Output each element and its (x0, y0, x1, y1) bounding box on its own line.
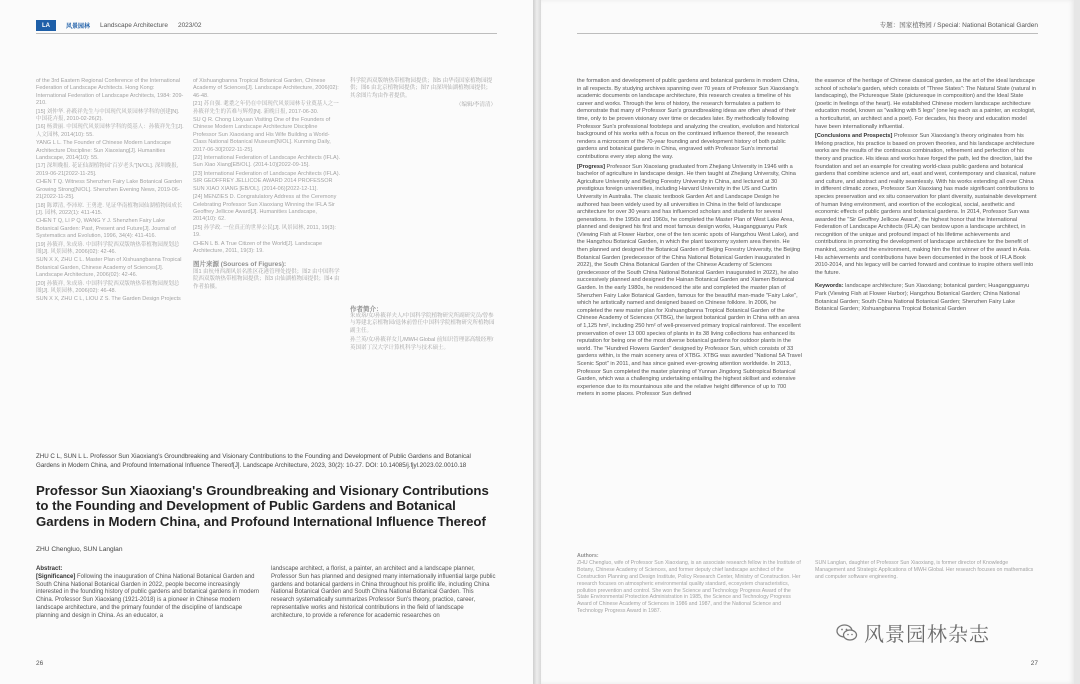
reference-item: CHEN L B. A True Citizen of the World[J]. Landscape Architecture, 2011, 19(3): 19. (193, 240, 323, 254)
left-header (36, 20, 201, 31)
reference-item: [22] International Federation of Landscape Architects (IFLA). Sun Xiao Xiang[EB/OL]. (2014-10)[2022-09-15]. (193, 155, 341, 169)
journal-logo: LA (36, 20, 56, 31)
progress-label: [Progress] (577, 163, 605, 170)
references-column-3 (350, 78, 496, 354)
reference-item: SUN X X, ZHU C L. Master Plan of Xishuangbanna Tropical Botanical Garden, Chinese Academy of Sciences[J]. Landscape Architecture, 2006(02): 42-46. (36, 257, 182, 279)
references-column-2 (193, 78, 341, 293)
reference-item: CHEN T Q, LI P Q, WANG Y J. Shenzhen Fairy Lake Botanical Garden: Past, Present and Future[J]. Journal of Systematics and Evolution, 1996, 34(4): 411-416. (36, 218, 176, 240)
author-bio-column-2 (815, 560, 1039, 583)
header-rule (577, 33, 1038, 34)
reference-item: [23] International Federation of Landscape Architects (IFLA). SIR GEOFFREY JELLICOE AWARD 2014 PROFESSOR SUN XIAO XIANG [EB/OL]. (2014-06)[2022-12-11]. (193, 170, 341, 192)
page-number-right: 27 (1030, 660, 1038, 667)
abstract-text-continued: landscape architect, a florist, a painter, an architect and a landscape planner, Professor Sun has planned and designed many internationally influential large public gardens and botanical gardens in China throughout his prolific life, including China National Botanical Garden and South China National Botanical Garden. This research systematically summarizes Professor Sun's theory, practice, career, representative works and historical contributions in the field of landscape architecture, to provide a reference for academic researches on (271, 566, 496, 619)
reference-item: of the 3rd Eastern Regional Conference of the International Federation of Landscape Architects. Hong Kong: International Federation of Landscape Architects, 1984: 209-210. (36, 78, 184, 107)
author-intro-item: 朱成珞/女/孙筱祥夫人/中国科学院植物研究所副研究员/曾参与筹建北京植物园/退休前曾任中国科学院植物研究所植物园副主任。 (350, 313, 495, 334)
watermark-text: 风景园林杂志 (864, 622, 990, 646)
section-title: 专题：国家植物园 / Special: National Botanical Garden (879, 22, 1038, 29)
author-bio: SUN Langlan, daughter of Professor Sun Xiaoxiang, is former director of Knowledge Management and Strategic Applications of MWH Global. Her research focuses on mathematics and computer software engineering. (815, 560, 1034, 580)
reference-item: [19] 孙筱祥, 朱成珞. 中国科学院西双版纳热带植物园规划总图[J]. 风景园林, 2006(02): 42-46. (36, 241, 180, 255)
authors-heading: Authors: (577, 553, 599, 559)
wechat-icon (836, 623, 858, 643)
article-authors: ZHU Chengluo, SUN Langlan (36, 546, 123, 553)
body-column-1 (577, 78, 802, 401)
abstract-column-2 (271, 566, 496, 623)
issue-number: 2023/02 (177, 22, 202, 29)
abstract-column-1 (36, 566, 261, 623)
reference-item: [25] 孙学政. 一位真正的世界公民[J]. 风景园林, 2011, 19(3): 19. (193, 224, 336, 239)
journal-brand: 风景园林 (66, 24, 91, 30)
body-paragraph: the essence of the heritage of Chinese classical garden, as the art of the ideal landscape school of scholar's garden, which consists of "Three States": The Natural State (natural in landscaping), the Picturesque State (picturesque in composition) and the Ideal State (poetic in feelings of the heart). He established Chinese modern landscape architecture education model, known as "walking with 5 legs" (one leg each as a painter, an ecologist, a horticulturist, an architect and a poet). For decades, his theory and education model have been internationally influential. (815, 78, 1037, 130)
reference-item: [20] 孙筱祥, 朱成珞. 中国科学院西双版纳热带植物园规划总图[J]. 风景园林, 2006(02): 46-48. (36, 280, 180, 294)
figure-sources-continued: 科学院西双版纳热带植物园提供；图5 由华南国家植物园提供；图6 由北京植物园提供；图7 由深圳仙湖植物园提供；其余图片均由作者提供。 (350, 78, 493, 99)
wechat-watermark (836, 618, 990, 647)
right-header (880, 20, 1038, 29)
conclusions-text: Professor Sun Xiaoxiang's theory originates from his lifelong practice, his practice is based on proven theories, and his landscape architecture works are the results of the continuous combination, refinement and perfection of his theory and practice. His ideas and works have forged the path, led the direction, laid the foundation and set an example for creating world-class public gardens and botanical gardens that combine science and art, east and west, contemporary and classical, nature and culture, and abstract and reality seamlessly. With his works extending all over China in different climatic zones, Professor Sun Xiaoxiang has made significant contributions to species preservation and ex situ conservation for plant diversity, sustainable development of human living environment, and exertion of the ecological, social, aesthetic and economic effects of public gardens and botanical gardens. In 2014, Professor Sun was awarded the "Sir Geoffrey Jellicoe Award", the highest honor that the International Federation of Landscape Architects (IFLA) can bestow upon a landscape architect, in recognition of the unique and profound impact of his lifetime achievements and contributions in promoting the development of landscape architecture for the benefit of mankind, society and the environment, making him the first winner of the award in Asia. His achievements and contributions have been documented in the book of IFLA Book 2010-2014, and his legacy will be carried forward and continue to inspire others well into the future. (815, 133, 1037, 276)
body-column-2 (815, 78, 1039, 316)
editor-note: （编辑/李清清） (455, 102, 496, 109)
article-title: Professor Sun Xiaoxiang's Groundbreaking and Visionary Contributions to the Founding and Development of Public Gardens and Botanical Gardens in Modern China, and Profound International Influence Thereof (36, 483, 489, 529)
reference-item: SU Q R. Chong Lixiyuan Visiting One of the Founders of Chinese Modern Landscape Architecture Discipline Professor Sun Xiaoxiang and His Wife Building a World-Class National Botanical Museum[N/OL]. Kunming Daily, 2017-06-30[2022-11-25]. (193, 117, 331, 153)
spine-gutter (533, 0, 541, 684)
reference-item: [18] 陈谭清, 李沛琼. 王勇进. 见证华南植物园仙湖植物园成长[J]. 园林, 2022(1): 411-415. (36, 202, 183, 216)
body-paragraph: the formation and development of public gardens and botanical gardens in modern China, in all respects. By studying archives spanning over 70 years of Professor Sun Xiaoxiang's academic documents on landscape architecture, this research creates a timeline of his career and works. Through the lens of history, the research formulates a pattern to demonstrate that many of Professor Sun's groundbreaking ideas are often ahead of their time, only to be proven visionary over time or decades later. By methodically following Professor Sun's professional footsteps and analyzing the creation, evolution and historical background of his works with a focus on the continued influence thereof, the research renders a microcosm of the 70-year founding and development history of both public gardens and botanical gardens in China, engraved with Professor Sun's immortal contributions every step along the way. (577, 78, 800, 160)
reference-item: [21] 苏自强. 耄耋之年仍在中国现代风景园林专业奠基人之一孙筱祥先生的苦难与辉煌[N]. 新晚日报, 2017-06-30. (193, 101, 339, 115)
header-rule (36, 33, 497, 34)
keywords-text: landscape architecture; Sun Xiaoxiang; botanical garden; Huagangguanyu Park (Viewing Fish at Flower Harbor); Hangzhou Botanical Garden; China National Botanical Garden; South China National Botanical Garden; Shenzhen Fairy Lake Botanical Garden; Xishuangbanna Tropical Botanical Garden (815, 283, 1030, 313)
author-intro-heading: 作者简介： (350, 305, 383, 313)
abstract-heading: Abstract: (36, 566, 63, 572)
reference-item: of Xishuangbanna Tropical Botanical Garden, Chinese Academy of Sciences[J]. Landscape Architecture, 2006(02): 46-48. (193, 78, 339, 99)
figure-sources-text: 图1 由杭州西湖风景名胜区花港管理处提供；图2 由中国科学院西双版纳热带植物园提供；图3 由仙湖植物园提供；图4 由作者拍摄。 (193, 268, 340, 290)
citation: ZHU C L, SUN L L. Professor Sun Xiaoxiang's Groundbreaking and Visionary Contributions to the Founding and Development of Public Gardens and Botanical Gardens in Modern China, and Profound International Influence Thereof[J]. Landscape Architecture, 2023, 30(2): 10-27. DOI: 10.14085/j.fjyl.2023.02.0010.18 (36, 453, 471, 469)
significance-label: [Significance] (36, 573, 76, 580)
references-column-1 (36, 78, 184, 305)
journal-name: Landscape Architecture (100, 22, 168, 29)
author-intro-item: 孙兰英/女/孙筱祥女儿/MWH Global 前知识管理部高级经理/英国诺丁汉大学计算机科学与技术硕士。 (350, 337, 494, 351)
reference-item: SUN X X, ZHU C L, LIOU Z S. The Garden Design Projects (36, 296, 181, 303)
left-page (0, 0, 533, 684)
reference-item: CHEN T Q. Witness Shenzhen Fairy Lake Botanical Garden Growing Strong[N/OL]. Shenzhen Evening News, 2019-06-21[2022-11-25]. (36, 179, 183, 201)
keywords-label: Keywords: (815, 283, 844, 290)
figure-sources-heading: 图片来源 (Sources of Figures): (193, 261, 287, 269)
reference-item: [16] 杨赉丽. 中国现代风景园林学科的奠基人：孙筱祥先生[J]. 人文园林, 2014(10): 55. (36, 124, 184, 138)
page-number-left: 26 (36, 660, 44, 667)
conclusions-label: [Conclusions and Prospects] (815, 133, 893, 140)
reference-item: [17] 深圳晚报. 花证仙湖植物园“百岁老头”[N/OL]. 深圳晚报, 2019-06-21[2022-11-25]. (36, 163, 179, 177)
reference-item: YANG L L. The Founder of Chinese Modern Landscape Architecture Discipline: Sun Xiaoxiang[J]. Humanities Landscape, 2014(10): 55. (36, 140, 172, 162)
author-bio: ZHU Chengluo, wife of Professor Sun Xiaoxiang, is an associate research fellow in the Institute of Botany, Chinese Academy of Sciences, and former deputy chief landscape architect of the Construction Planning and Design Institute, Policy Research Center, Ministry of Construction. Her research focuses on atmospheric environmental quality standard, ecosystem characteristics, pollution prevention and control. She won the Science and Technology Progress Award of the State Environmental Protection Administration in 1985, the Science and Technology Progress Award of Chinese Academy of Sciences in 1986 and 1987, and the National Science and Technology Progress Award in 1987. (577, 559, 801, 615)
reference-item: [24] MENZIES D. Congratulatory Address at the Ceremony Celebrating Professor Sun Xiaoxiang Winning the IFLA Sir Geoffrey Jellicoe Award[J]. Humanities Landscape, 2014(10): 62. (193, 194, 337, 223)
progress-text: Professor Sun Xiaoxiang graduated from Zhejiang University in 1946 with a bachelor of agriculture in landscape design. He then taught at Zhejiang University, China Agriculture University and Beijing Forestry University in China, and lectured at 30 prestigious foreign universities, including Harvard University in the US and Curtin University in Australia. The classic textbook Garden Art and Landscape Design he authored has been widely used by all universities in China in the field of landscape architecture for over 30 years and has influenced scholars and students for several generations. In the 1950s and 1960s, he completed the Master Plan of West Lake Area, planned and designed his first and most famous design works, Huagangguanyu Park (Viewing Fish at Flower Harbor, one of the ten scenic spots of Hangzhou West Lake), and the Hangzhou Botanical Garden, in which the plant taxonomy system area therein. He then planned and designed the Botanical Garden of Beijing Forestry University, the Beijing Botanical Garden (predecessor of the China National Botanical Garden inaugurated in 2022), the South China Botanical Garden of the Chinese Academy of Sciences (predecessor of the South China National Botanical Garden inaugurated in 2022), he also successively planned and designed the Hainan Botanical Garden and Xiamen Botanical Garden. In the early 1980s, he residenced the site and completed the master plan of Shenzhen Fairy Lake Botanical Garden, famous for the beautiful man-made "Fairy Lake", which he artistically named and designed based on Chinese folklore. In 2006, he completed the new master plan for Xishuangbanna Tropical Botanical Garden of the Chinese Academy of Sciences (XTBG), the largest botanical garden in China with an area of 1,125 hm², including 250 hm² of well-preserved primary tropical rainforest. The excellent preservation of over 13 000 species of plants in its 38 living collections has enhanced its reputation for being one of the most diverse botanical gardens for outdoor plants in the world. The "Hundred Flowers Garden" designed by Professor Sun, which consists of 33 gardens within, is the main scenery area of XTBG. XTBG was awarded "National 5A Travel Scenic Spot" in 2011, and has since gained ever-growing attention worldwide. In 2013, Professor Sun completed the master planning of Yunnan Jingdong Subtropical Botanical Garden, which was a challenging undertaking entailing the highest skillset and extensive experience due to its mountainous site and the relative height difference of up to 700 meters in some places. Professor Sun defined (577, 163, 802, 398)
author-bio-column-1 (577, 553, 802, 617)
reference-item: [15] 刘仲华. 孙筱祥先生与中国现代风景园林学科的创建[N]. 中国花卉报, 2010-02-26(2). (36, 108, 180, 123)
right-page (541, 0, 1074, 684)
abstract-text: Following the inauguration of China National Botanical Garden and South China National Botanical Garden in 2022, people become increasingly interested in the founding history of public gardens and botanical gardens in modern China. Professor Sun Xiaoxiang (1921-2018) is a pioneer in Chinese modern landscape architecture, and the primary founder of the discipline of landscape planning and design in China. As an educator, a (36, 573, 260, 619)
